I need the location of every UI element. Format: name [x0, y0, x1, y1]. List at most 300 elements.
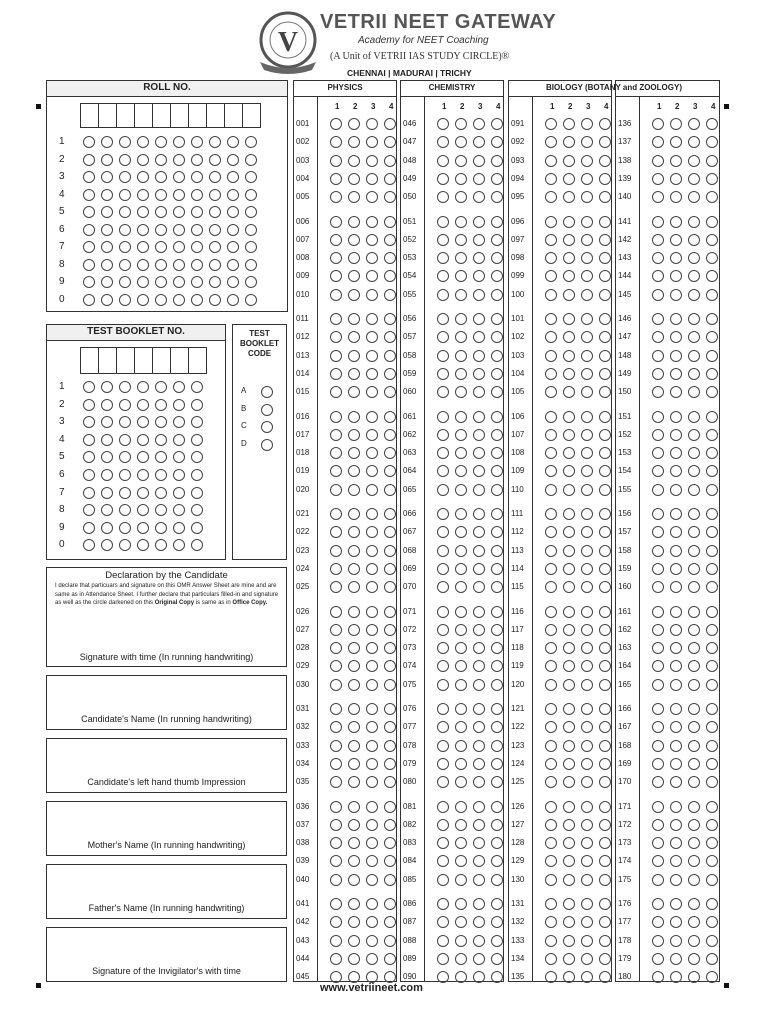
roll-bubble[interactable]	[119, 294, 131, 306]
answer-bubble[interactable]	[384, 447, 396, 459]
answer-bubble[interactable]	[706, 740, 718, 752]
answer-bubble[interactable]	[330, 173, 342, 185]
answer-bubble[interactable]	[706, 155, 718, 167]
answer-bubble[interactable]	[473, 935, 485, 947]
answer-bubble[interactable]	[599, 508, 611, 520]
answer-bubble[interactable]	[670, 837, 682, 849]
answer-bubble[interactable]	[491, 679, 503, 691]
answer-bubble[interactable]	[706, 837, 718, 849]
roll-bubble[interactable]	[83, 276, 95, 288]
roll-bubble[interactable]	[101, 154, 113, 166]
answer-bubble[interactable]	[437, 703, 449, 715]
answer-bubble[interactable]	[688, 313, 700, 325]
answer-bubble[interactable]	[366, 368, 378, 380]
answer-bubble[interactable]	[437, 411, 449, 423]
roll-bubble[interactable]	[245, 136, 257, 148]
roll-bubble[interactable]	[245, 241, 257, 253]
answer-bubble[interactable]	[491, 216, 503, 228]
answer-bubble[interactable]	[455, 216, 467, 228]
roll-bubble[interactable]	[137, 206, 149, 218]
answer-bubble[interactable]	[688, 563, 700, 575]
answer-bubble[interactable]	[670, 703, 682, 715]
answer-bubble[interactable]	[581, 313, 593, 325]
answer-bubble[interactable]	[330, 289, 342, 301]
answer-bubble[interactable]	[366, 484, 378, 496]
answer-bubble[interactable]	[599, 173, 611, 185]
answer-bubble[interactable]	[706, 350, 718, 362]
booklet-digit-box[interactable]	[152, 347, 171, 374]
answer-bubble[interactable]	[437, 289, 449, 301]
answer-bubble[interactable]	[599, 429, 611, 441]
answer-bubble[interactable]	[455, 118, 467, 130]
answer-bubble[interactable]	[670, 508, 682, 520]
answer-bubble[interactable]	[366, 679, 378, 691]
answer-bubble[interactable]	[688, 935, 700, 947]
booklet-bubble[interactable]	[191, 522, 203, 534]
answer-bubble[interactable]	[688, 740, 700, 752]
answer-bubble[interactable]	[473, 289, 485, 301]
answer-bubble[interactable]	[437, 898, 449, 910]
roll-bubble[interactable]	[209, 171, 221, 183]
roll-bubble[interactable]	[119, 259, 131, 271]
answer-bubble[interactable]	[688, 953, 700, 965]
answer-bubble[interactable]	[670, 874, 682, 886]
answer-bubble[interactable]	[599, 801, 611, 813]
answer-bubble[interactable]	[330, 679, 342, 691]
answer-bubble[interactable]	[599, 703, 611, 715]
answer-bubble[interactable]	[437, 447, 449, 459]
answer-bubble[interactable]	[563, 898, 575, 910]
answer-bubble[interactable]	[652, 819, 664, 831]
booklet-bubble[interactable]	[119, 469, 131, 481]
answer-bubble[interactable]	[563, 447, 575, 459]
answer-bubble[interactable]	[652, 313, 664, 325]
answer-bubble[interactable]	[491, 758, 503, 770]
answer-bubble[interactable]	[599, 935, 611, 947]
answer-bubble[interactable]	[366, 545, 378, 557]
roll-bubble[interactable]	[119, 154, 131, 166]
answer-bubble[interactable]	[366, 740, 378, 752]
booklet-bubble[interactable]	[119, 434, 131, 446]
answer-bubble[interactable]	[581, 289, 593, 301]
answer-bubble[interactable]	[652, 545, 664, 557]
answer-bubble[interactable]	[599, 624, 611, 636]
answer-bubble[interactable]	[706, 173, 718, 185]
booklet-bubble[interactable]	[155, 487, 167, 499]
roll-bubble[interactable]	[155, 154, 167, 166]
answer-bubble[interactable]	[473, 837, 485, 849]
answer-bubble[interactable]	[366, 234, 378, 246]
answer-bubble[interactable]	[455, 898, 467, 910]
answer-bubble[interactable]	[688, 898, 700, 910]
answer-bubble[interactable]	[652, 429, 664, 441]
answer-bubble[interactable]	[491, 624, 503, 636]
answer-bubble[interactable]	[599, 350, 611, 362]
roll-bubble[interactable]	[83, 189, 95, 201]
answer-bubble[interactable]	[348, 216, 360, 228]
answer-bubble[interactable]	[366, 411, 378, 423]
answer-bubble[interactable]	[688, 252, 700, 264]
answer-bubble[interactable]	[366, 447, 378, 459]
roll-bubble[interactable]	[101, 189, 113, 201]
roll-bubble[interactable]	[191, 154, 203, 166]
invigilator-signature-field[interactable]	[46, 927, 287, 982]
answer-bubble[interactable]	[330, 819, 342, 831]
answer-bubble[interactable]	[455, 758, 467, 770]
answer-bubble[interactable]	[599, 758, 611, 770]
answer-bubble[interactable]	[437, 819, 449, 831]
answer-bubble[interactable]	[348, 289, 360, 301]
answer-bubble[interactable]	[706, 313, 718, 325]
answer-bubble[interactable]	[652, 118, 664, 130]
answer-bubble[interactable]	[473, 819, 485, 831]
answer-bubble[interactable]	[455, 819, 467, 831]
answer-bubble[interactable]	[348, 642, 360, 654]
answer-bubble[interactable]	[563, 953, 575, 965]
answer-bubble[interactable]	[473, 234, 485, 246]
answer-bubble[interactable]	[652, 758, 664, 770]
answer-bubble[interactable]	[437, 874, 449, 886]
answer-bubble[interactable]	[652, 484, 664, 496]
roll-bubble[interactable]	[209, 259, 221, 271]
answer-bubble[interactable]	[384, 679, 396, 691]
roll-bubble[interactable]	[101, 259, 113, 271]
answer-bubble[interactable]	[366, 350, 378, 362]
answer-bubble[interactable]	[545, 935, 557, 947]
answer-bubble[interactable]	[491, 935, 503, 947]
answer-bubble[interactable]	[330, 313, 342, 325]
roll-bubble[interactable]	[83, 259, 95, 271]
roll-bubble[interactable]	[191, 241, 203, 253]
answer-bubble[interactable]	[563, 289, 575, 301]
answer-bubble[interactable]	[330, 118, 342, 130]
answer-bubble[interactable]	[366, 953, 378, 965]
answer-bubble[interactable]	[599, 484, 611, 496]
answer-bubble[interactable]	[581, 350, 593, 362]
roll-bubble[interactable]	[227, 189, 239, 201]
roll-bubble[interactable]	[209, 136, 221, 148]
answer-bubble[interactable]	[491, 173, 503, 185]
answer-bubble[interactable]	[330, 624, 342, 636]
answer-bubble[interactable]	[455, 703, 467, 715]
answer-bubble[interactable]	[652, 216, 664, 228]
answer-bubble[interactable]	[670, 313, 682, 325]
answer-bubble[interactable]	[688, 874, 700, 886]
answer-bubble[interactable]	[491, 740, 503, 752]
answer-bubble[interactable]	[706, 508, 718, 520]
answer-bubble[interactable]	[437, 563, 449, 575]
booklet-bubble[interactable]	[119, 381, 131, 393]
answer-bubble[interactable]	[670, 252, 682, 264]
answer-bubble[interactable]	[455, 953, 467, 965]
booklet-bubble[interactable]	[119, 522, 131, 534]
answer-bubble[interactable]	[348, 703, 360, 715]
answer-bubble[interactable]	[563, 252, 575, 264]
answer-bubble[interactable]	[330, 953, 342, 965]
thumb-impression-field[interactable]	[46, 738, 287, 793]
answer-bubble[interactable]	[491, 155, 503, 167]
answer-bubble[interactable]	[706, 368, 718, 380]
answer-bubble[interactable]	[652, 679, 664, 691]
roll-bubble[interactable]	[191, 259, 203, 271]
answer-bubble[interactable]	[581, 118, 593, 130]
answer-bubble[interactable]	[455, 679, 467, 691]
answer-bubble[interactable]	[545, 289, 557, 301]
answer-bubble[interactable]	[581, 935, 593, 947]
answer-bubble[interactable]	[473, 606, 485, 618]
booklet-digit-box[interactable]	[80, 347, 99, 374]
answer-bubble[interactable]	[688, 447, 700, 459]
answer-bubble[interactable]	[455, 642, 467, 654]
answer-bubble[interactable]	[599, 252, 611, 264]
answer-bubble[interactable]	[384, 898, 396, 910]
answer-bubble[interactable]	[437, 953, 449, 965]
answer-bubble[interactable]	[581, 411, 593, 423]
answer-bubble[interactable]	[670, 484, 682, 496]
roll-bubble[interactable]	[245, 224, 257, 236]
roll-bubble[interactable]	[227, 294, 239, 306]
booklet-bubble[interactable]	[173, 434, 185, 446]
answer-bubble[interactable]	[366, 837, 378, 849]
answer-bubble[interactable]	[581, 801, 593, 813]
answer-bubble[interactable]	[366, 252, 378, 264]
answer-bubble[interactable]	[348, 935, 360, 947]
booklet-bubble[interactable]	[191, 381, 203, 393]
answer-bubble[interactable]	[437, 173, 449, 185]
roll-bubble[interactable]	[155, 206, 167, 218]
answer-bubble[interactable]	[545, 216, 557, 228]
answer-bubble[interactable]	[491, 606, 503, 618]
roll-bubble[interactable]	[227, 276, 239, 288]
answer-bubble[interactable]	[437, 758, 449, 770]
booklet-bubble[interactable]	[101, 381, 113, 393]
answer-bubble[interactable]	[706, 935, 718, 947]
roll-bubble[interactable]	[137, 136, 149, 148]
answer-bubble[interactable]	[384, 155, 396, 167]
answer-bubble[interactable]	[437, 484, 449, 496]
booklet-bubble[interactable]	[101, 434, 113, 446]
answer-bubble[interactable]	[581, 819, 593, 831]
answer-bubble[interactable]	[384, 216, 396, 228]
answer-bubble[interactable]	[366, 508, 378, 520]
roll-digit-box[interactable]	[98, 103, 117, 128]
answer-bubble[interactable]	[384, 606, 396, 618]
booklet-bubble[interactable]	[137, 522, 149, 534]
roll-digit-box[interactable]	[188, 103, 207, 128]
answer-bubble[interactable]	[581, 216, 593, 228]
answer-bubble[interactable]	[545, 758, 557, 770]
answer-bubble[interactable]	[491, 898, 503, 910]
answer-bubble[interactable]	[384, 563, 396, 575]
answer-bubble[interactable]	[670, 563, 682, 575]
answer-bubble[interactable]	[384, 758, 396, 770]
answer-bubble[interactable]	[437, 740, 449, 752]
answer-bubble[interactable]	[652, 874, 664, 886]
roll-digit-box[interactable]	[242, 103, 261, 128]
answer-bubble[interactable]	[545, 508, 557, 520]
answer-bubble[interactable]	[545, 313, 557, 325]
answer-bubble[interactable]	[652, 155, 664, 167]
answer-bubble[interactable]	[670, 155, 682, 167]
booklet-bubble[interactable]	[137, 381, 149, 393]
roll-bubble[interactable]	[137, 171, 149, 183]
answer-bubble[interactable]	[491, 703, 503, 715]
answer-bubble[interactable]	[706, 874, 718, 886]
answer-bubble[interactable]	[706, 606, 718, 618]
answer-bubble[interactable]	[473, 313, 485, 325]
answer-bubble[interactable]	[688, 837, 700, 849]
roll-bubble[interactable]	[227, 171, 239, 183]
answer-bubble[interactable]	[491, 289, 503, 301]
roll-bubble[interactable]	[191, 206, 203, 218]
answer-bubble[interactable]	[688, 801, 700, 813]
answer-bubble[interactable]	[384, 173, 396, 185]
roll-bubble[interactable]	[137, 241, 149, 253]
answer-bubble[interactable]	[688, 642, 700, 654]
answer-bubble[interactable]	[348, 234, 360, 246]
roll-bubble[interactable]	[173, 154, 185, 166]
answer-bubble[interactable]	[652, 563, 664, 575]
answer-bubble[interactable]	[563, 642, 575, 654]
booklet-bubble[interactable]	[83, 381, 95, 393]
answer-bubble[interactable]	[545, 484, 557, 496]
answer-bubble[interactable]	[455, 368, 467, 380]
roll-bubble[interactable]	[101, 294, 113, 306]
answer-bubble[interactable]	[348, 350, 360, 362]
answer-bubble[interactable]	[563, 545, 575, 557]
answer-bubble[interactable]	[348, 837, 360, 849]
answer-bubble[interactable]	[563, 874, 575, 886]
answer-bubble[interactable]	[366, 819, 378, 831]
roll-bubble[interactable]	[137, 224, 149, 236]
roll-bubble[interactable]	[209, 294, 221, 306]
roll-digit-box[interactable]	[80, 103, 99, 128]
answer-bubble[interactable]	[473, 758, 485, 770]
answer-bubble[interactable]	[670, 624, 682, 636]
father-name-field[interactable]	[46, 864, 287, 919]
answer-bubble[interactable]	[688, 484, 700, 496]
answer-bubble[interactable]	[706, 252, 718, 264]
answer-bubble[interactable]	[366, 874, 378, 886]
answer-bubble[interactable]	[473, 216, 485, 228]
roll-bubble[interactable]	[209, 276, 221, 288]
answer-bubble[interactable]	[545, 801, 557, 813]
answer-bubble[interactable]	[688, 368, 700, 380]
answer-bubble[interactable]	[437, 429, 449, 441]
answer-bubble[interactable]	[581, 155, 593, 167]
roll-bubble[interactable]	[137, 154, 149, 166]
answer-bubble[interactable]	[330, 216, 342, 228]
answer-bubble[interactable]	[348, 758, 360, 770]
roll-bubble[interactable]	[245, 189, 257, 201]
roll-bubble[interactable]	[137, 294, 149, 306]
booklet-bubble[interactable]	[83, 522, 95, 534]
booklet-digit-box[interactable]	[98, 347, 117, 374]
roll-bubble[interactable]	[173, 276, 185, 288]
answer-bubble[interactable]	[384, 508, 396, 520]
answer-bubble[interactable]	[366, 935, 378, 947]
answer-bubble[interactable]	[581, 484, 593, 496]
answer-bubble[interactable]	[706, 642, 718, 654]
answer-bubble[interactable]	[473, 429, 485, 441]
answer-bubble[interactable]	[706, 953, 718, 965]
answer-bubble[interactable]	[599, 874, 611, 886]
roll-bubble[interactable]	[227, 259, 239, 271]
answer-bubble[interactable]	[473, 703, 485, 715]
answer-bubble[interactable]	[330, 935, 342, 947]
answer-bubble[interactable]	[348, 898, 360, 910]
roll-digit-box[interactable]	[134, 103, 153, 128]
answer-bubble[interactable]	[437, 837, 449, 849]
roll-bubble[interactable]	[119, 206, 131, 218]
answer-bubble[interactable]	[706, 289, 718, 301]
roll-bubble[interactable]	[209, 224, 221, 236]
answer-bubble[interactable]	[366, 758, 378, 770]
answer-bubble[interactable]	[384, 313, 396, 325]
answer-bubble[interactable]	[688, 758, 700, 770]
answer-bubble[interactable]	[563, 758, 575, 770]
answer-bubble[interactable]	[455, 313, 467, 325]
booklet-bubble[interactable]	[173, 522, 185, 534]
answer-bubble[interactable]	[599, 606, 611, 618]
answer-bubble[interactable]	[366, 155, 378, 167]
answer-bubble[interactable]	[348, 484, 360, 496]
answer-bubble[interactable]	[455, 801, 467, 813]
answer-bubble[interactable]	[563, 740, 575, 752]
roll-digit-box[interactable]	[170, 103, 189, 128]
answer-bubble[interactable]	[563, 118, 575, 130]
answer-bubble[interactable]	[581, 447, 593, 459]
roll-bubble[interactable]	[155, 171, 167, 183]
answer-bubble[interactable]	[330, 350, 342, 362]
answer-bubble[interactable]	[384, 484, 396, 496]
answer-bubble[interactable]	[455, 874, 467, 886]
answer-bubble[interactable]	[491, 118, 503, 130]
answer-bubble[interactable]	[348, 819, 360, 831]
answer-bubble[interactable]	[581, 368, 593, 380]
roll-bubble[interactable]	[155, 241, 167, 253]
answer-bubble[interactable]	[581, 173, 593, 185]
roll-bubble[interactable]	[173, 206, 185, 218]
answer-bubble[interactable]	[473, 679, 485, 691]
answer-bubble[interactable]	[491, 545, 503, 557]
answer-bubble[interactable]	[348, 679, 360, 691]
answer-bubble[interactable]	[491, 874, 503, 886]
answer-bubble[interactable]	[599, 313, 611, 325]
answer-bubble[interactable]	[384, 935, 396, 947]
answer-bubble[interactable]	[473, 801, 485, 813]
answer-bubble[interactable]	[581, 740, 593, 752]
answer-bubble[interactable]	[384, 350, 396, 362]
answer-bubble[interactable]	[670, 118, 682, 130]
booklet-bubble[interactable]	[137, 487, 149, 499]
answer-bubble[interactable]	[437, 624, 449, 636]
roll-bubble[interactable]	[191, 294, 203, 306]
answer-bubble[interactable]	[366, 429, 378, 441]
answer-bubble[interactable]	[330, 411, 342, 423]
answer-bubble[interactable]	[670, 545, 682, 557]
answer-bubble[interactable]	[384, 703, 396, 715]
answer-bubble[interactable]	[545, 953, 557, 965]
roll-bubble[interactable]	[83, 154, 95, 166]
roll-bubble[interactable]	[101, 224, 113, 236]
answer-bubble[interactable]	[348, 252, 360, 264]
answer-bubble[interactable]	[563, 624, 575, 636]
answer-bubble[interactable]	[563, 837, 575, 849]
roll-bubble[interactable]	[209, 241, 221, 253]
answer-bubble[interactable]	[581, 642, 593, 654]
answer-bubble[interactable]	[473, 411, 485, 423]
